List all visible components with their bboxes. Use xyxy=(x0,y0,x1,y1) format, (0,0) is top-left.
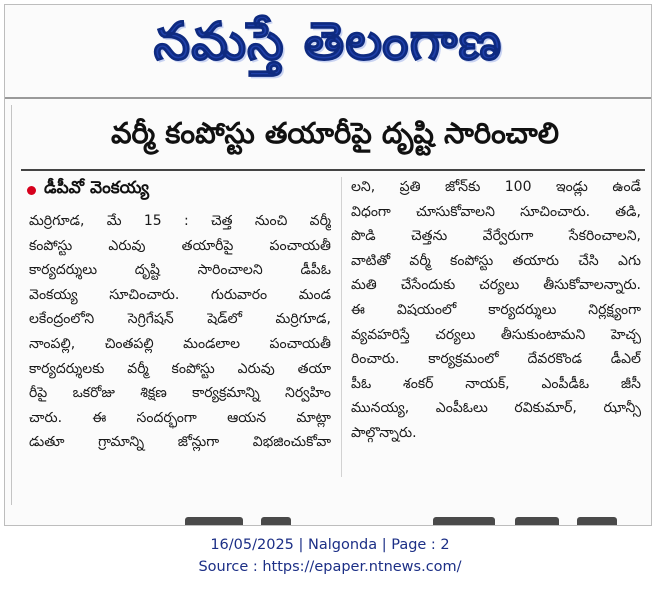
article-line: చారు. ఈ సందర్భంగా ఆయన మాట్లా xyxy=(29,409,331,426)
masthead-divider xyxy=(5,97,651,99)
source-footer xyxy=(0,534,660,578)
article-column-left xyxy=(29,209,331,455)
article-line: పొడి చెత్తను వేర్వేరుగా సేకరించాలని, xyxy=(351,228,641,245)
article-line: మతి చేసేందుకు చర్యలు తీసుకోవాలన్నారు. xyxy=(351,277,641,294)
article-column-right xyxy=(351,175,641,446)
footer-source: Source : https://epaper.ntnews.com/ xyxy=(198,559,462,575)
newspaper-clipping xyxy=(4,4,652,526)
masthead-title: నమస్తే తెలంగాణ xyxy=(153,11,503,72)
article-line: వెంకయ్య సూచించారు. గురువారం మండ xyxy=(29,286,331,303)
article-line: నాంపల్లి, చింతపల్లి మండలాల పంచాయతీ xyxy=(29,335,331,352)
article-line: పీఓ శంకర్ నాయక్, ఎంపీడీఓ జీసీ xyxy=(351,375,641,392)
masthead xyxy=(5,5,651,91)
article-line: వ్యవహరిస్తే చర్యలు తీసుకుంటామని హెచ్చ xyxy=(351,326,641,343)
article-line: పాల్గొన్నారు. xyxy=(351,424,417,441)
column-divider xyxy=(341,177,342,477)
article-line: విధంగా చూసుకోవాలని సూచించారు. తడి, xyxy=(351,203,641,220)
article-line: ఈ విషయంలో కార్యదర్శులు నిర్లక్ష్యంగా xyxy=(351,301,641,318)
cut-off-next-article xyxy=(185,513,625,525)
article-line: కార్యదర్శులు దృష్టి సారించాలని డీపీఓ xyxy=(29,262,331,279)
article-line: రించారు. కార్యక్రమంలో దేవరకొండ డీఎల్ xyxy=(351,351,641,368)
article-line: కంపోస్టు ఎరువు తయారీపై పంచాయతీ xyxy=(29,237,331,254)
headline-divider xyxy=(21,169,645,171)
article-line: మర్రిగూడ, మే 15 : చెత్త నుంచి వర్మీ xyxy=(29,213,331,229)
article-line: వాటితో వర్మీ కంపోస్టు తయారు చేసి ఎగు xyxy=(351,252,641,269)
red-bullet-icon xyxy=(27,186,36,195)
article-line: మునయ్య, ఎంపీఓలు రవికుమార్, ఝాన్సీ xyxy=(351,400,641,417)
article-line: లకేంద్రంలోని సెగ్రిగేషన్ షెడ్‌లో మర్రిగూడ, xyxy=(29,311,331,328)
byline xyxy=(27,177,149,203)
article-line: లని, ప్రతి జోన్‌కు 100 ఇండ్లు ఉండే xyxy=(351,179,641,195)
article-line: రీపై ఒకరోజు శిక్షణ కార్యక్రమాన్ని నిర్వహిం xyxy=(29,385,331,402)
footer-date-edition: 16/05/2025 | Nalgonda | Page : 2 xyxy=(210,537,450,553)
article-line: కార్యదర్శులకు వర్మీ కంపోస్టు ఎరువు తయా xyxy=(29,360,331,377)
article-line: డుతూ గ్రామాన్ని జోన్లుగా విభజించుకోవా xyxy=(29,434,331,451)
side-rule xyxy=(11,105,12,505)
byline-text: డీపీవో వెంకయ్య xyxy=(44,178,150,198)
article-headline: వర్మీ కంపోస్టు తయారీపై దృష్టి సారించాలి xyxy=(110,116,560,150)
